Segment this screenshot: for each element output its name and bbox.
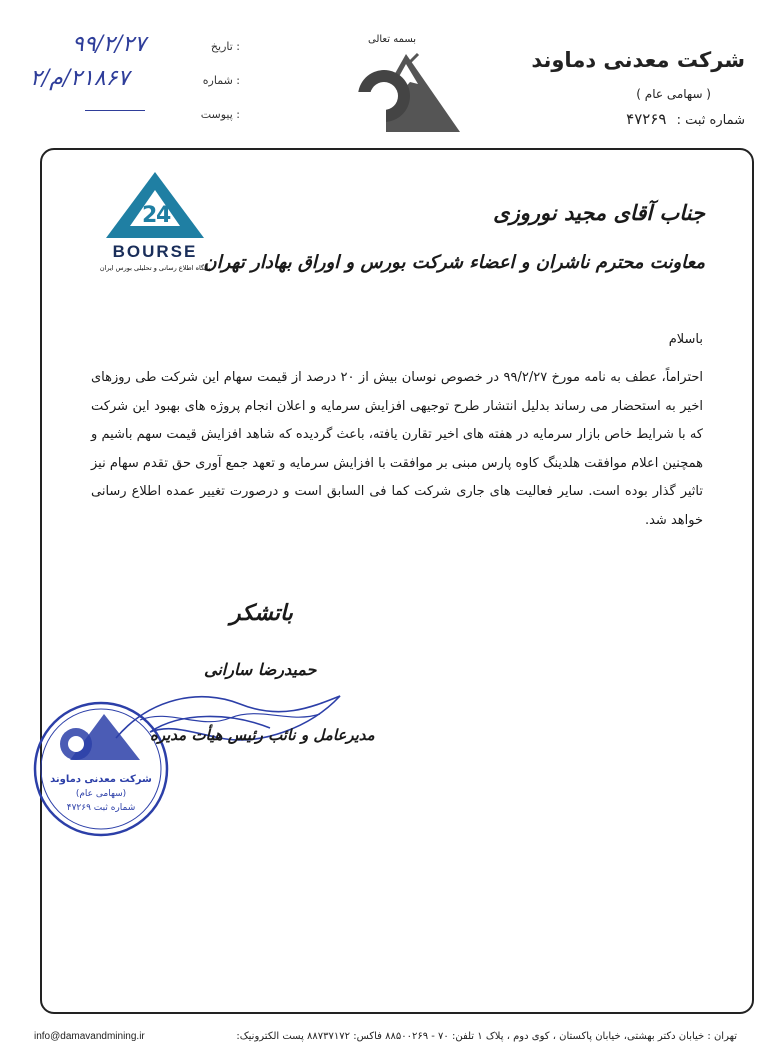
company-name: شرکت معدنی دماوند [531, 48, 745, 72]
date-field [30, 32, 240, 58]
letter-body [91, 364, 703, 535]
attachment-dash [85, 110, 145, 111]
stamp-line-2: (سهامی عام) [75, 789, 127, 799]
date-label: : تاریخ [210, 40, 240, 53]
letter-number-field [30, 66, 240, 92]
registration-value: ۴۷۲۶۹ [626, 110, 667, 128]
stamp-line-1: شرکت معدنی دماوند [50, 774, 152, 785]
bourse-logo-icon [96, 168, 214, 250]
footer-address: تهران : خیابان دکتر بهشتی، خیابان پاکستان ، کوی دوم ، پلاک ۱ تلفن: ۷۰ - ۸۸۵۰۰۲۶۹ فاکس: ۸۸۷۳۷۱۷۲ پست الکترونیک: [236, 1031, 737, 1042]
closing: باتشکر [230, 600, 293, 626]
svg-text:4: 4 [156, 203, 172, 228]
handwritten-signature [110, 668, 350, 758]
letter-number-value: ۲۱۸۶۷/م/۲ [30, 66, 130, 91]
bourse-watermark [96, 168, 214, 280]
recipient-name: جناب آقای مجید نوروزی [493, 200, 705, 225]
bourse-name: BOURSE [112, 242, 198, 261]
bourse-subtitle: پایگاه اطلاع رسانی و تحلیلی بورس ایران [99, 264, 211, 272]
greeting: باسلام [668, 332, 703, 347]
date-value: ۹۹/۲/۲۷ [72, 32, 146, 57]
signer-name: حمیدرضا سارانی [204, 660, 317, 679]
footer-email[interactable]: info@damavandmining.ir [34, 1031, 145, 1042]
letter-body-paragraph: احتراماً، عطف به نامه مورخ ۹۹/۲/۲۷ در خصوص نوسان بیش از ۲۰ درصد از قیمت سهام این شرکت طی روزهای اخیر به استحضار می رساند بدلیل انتشار طرح توجیهی افزایش سرمایه و اعلان انجام پروژه های بهبود این شرکت که با شرایط خاص بازار سرمایه در هفته های اخیر تقارن یافته، باعث گردیده که شاهد افزایش قیمت سهم باشیم و همچنین اعلام موافقت هلدینگ کاوه پارس مبنی بر موافقت با افزایش سرمایه و تعهد جمع آوری حق تقدم سهام نیز تاثیر گذار بوده است. سایر فعالیت های جاری شرکت کما فی السابق است و درصورت تغییر عمده اطلاع رسانی خواهد شد. [91, 370, 704, 528]
svg-text:2: 2 [142, 203, 158, 228]
registration-number [626, 110, 745, 128]
registration-label: شماره ثبت : [676, 113, 745, 128]
attachment-label: : پیوست [200, 108, 240, 121]
stamp-line-3: شماره ثبت ۴۷۲۶۹ [66, 803, 136, 813]
attachment-field [30, 104, 240, 126]
signer-title: مدیرعامل و نائب رئیس هیأت مدیره [150, 726, 375, 744]
letter-number-label: : شماره [202, 74, 240, 87]
bismillah-text: بسمه تعالی [368, 34, 417, 45]
recipient-title: معاونت محترم ناشران و اعضاء شرکت بورس و اوراق بهادار تهران [203, 252, 705, 273]
company-type: ( سهامی عام ) [636, 87, 711, 101]
company-logo-icon [356, 52, 460, 134]
